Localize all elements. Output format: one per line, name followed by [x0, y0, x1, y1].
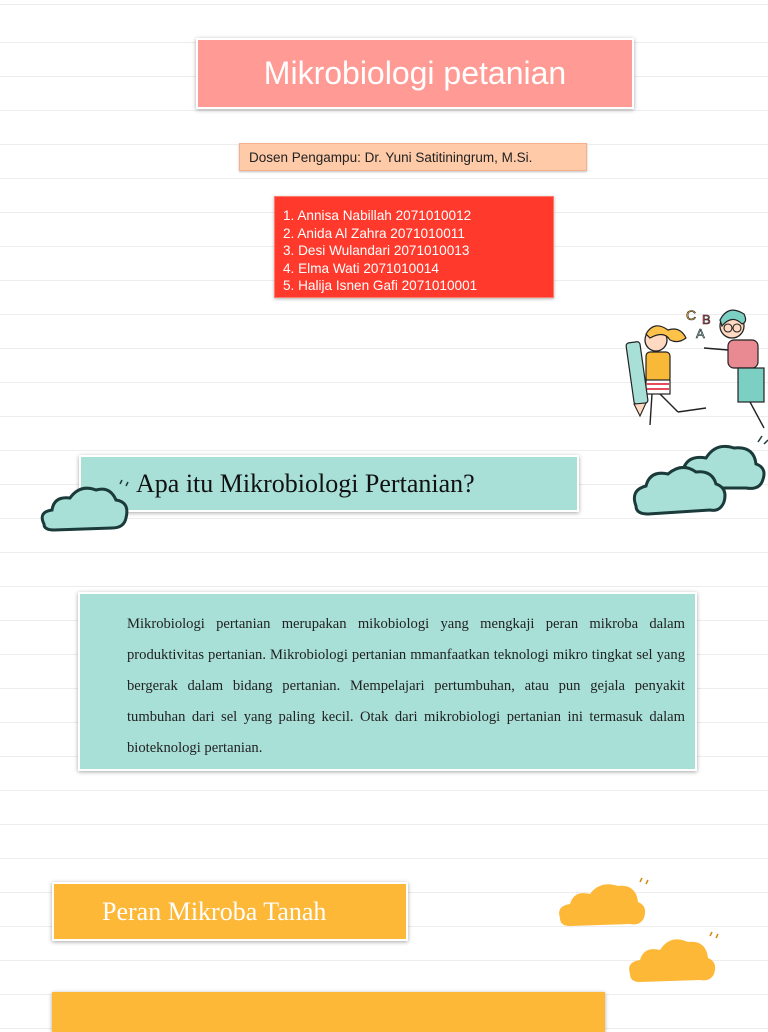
member-item: 4. Elma Wati 2071010014	[283, 260, 439, 276]
member-item: 5. Halija Isnen Gafi 2071010001	[283, 278, 478, 294]
svg-text:C: C	[686, 307, 697, 323]
page-title: Mikrobiologi petanian	[196, 38, 634, 109]
svg-text:A: A	[696, 326, 705, 341]
member-item: 3. Desi Wulandari 2071010013	[283, 243, 470, 259]
orange-cloud-icon	[626, 932, 722, 988]
teal-cloud-icon	[38, 480, 134, 536]
content-box	[52, 992, 605, 1032]
member-item: 1. Annisa Nabillah 2071010012	[283, 208, 472, 223]
lecturer-label: Dosen Pengampu: Dr. Yuni Satitiningrum, M.Si.	[239, 143, 587, 171]
section-heading: Peran Mikroba Tanah	[52, 882, 408, 941]
section-heading: Apa itu Mikrobiologi Pertanian?	[79, 455, 579, 512]
teal-cloud-icon	[630, 440, 768, 520]
orange-cloud-icon	[556, 878, 652, 932]
member-item: 2. Anida Al Zahra 2071010011	[283, 225, 465, 241]
member-list	[274, 196, 554, 298]
definition-paragraph: Mikrobiologi pertanian merupakan mikobiologi yang mengkaji peran mikroba dalam produktivitas pertanian. Mikrobiologi pertanian mmanfaatkan teknologi mikro tingkat sel yang bergerak dalam bidang pertanian. Mempelajari pertumbuhan, atau pun gejala penyakit tumbuhan dari sel yang paling kecil. Otak dari mikrobiologi pertanian ini termasuk dalam bioteknologi pertanian.	[78, 592, 697, 771]
svg-text:B: B	[702, 312, 711, 327]
kids-illustration	[620, 300, 768, 435]
